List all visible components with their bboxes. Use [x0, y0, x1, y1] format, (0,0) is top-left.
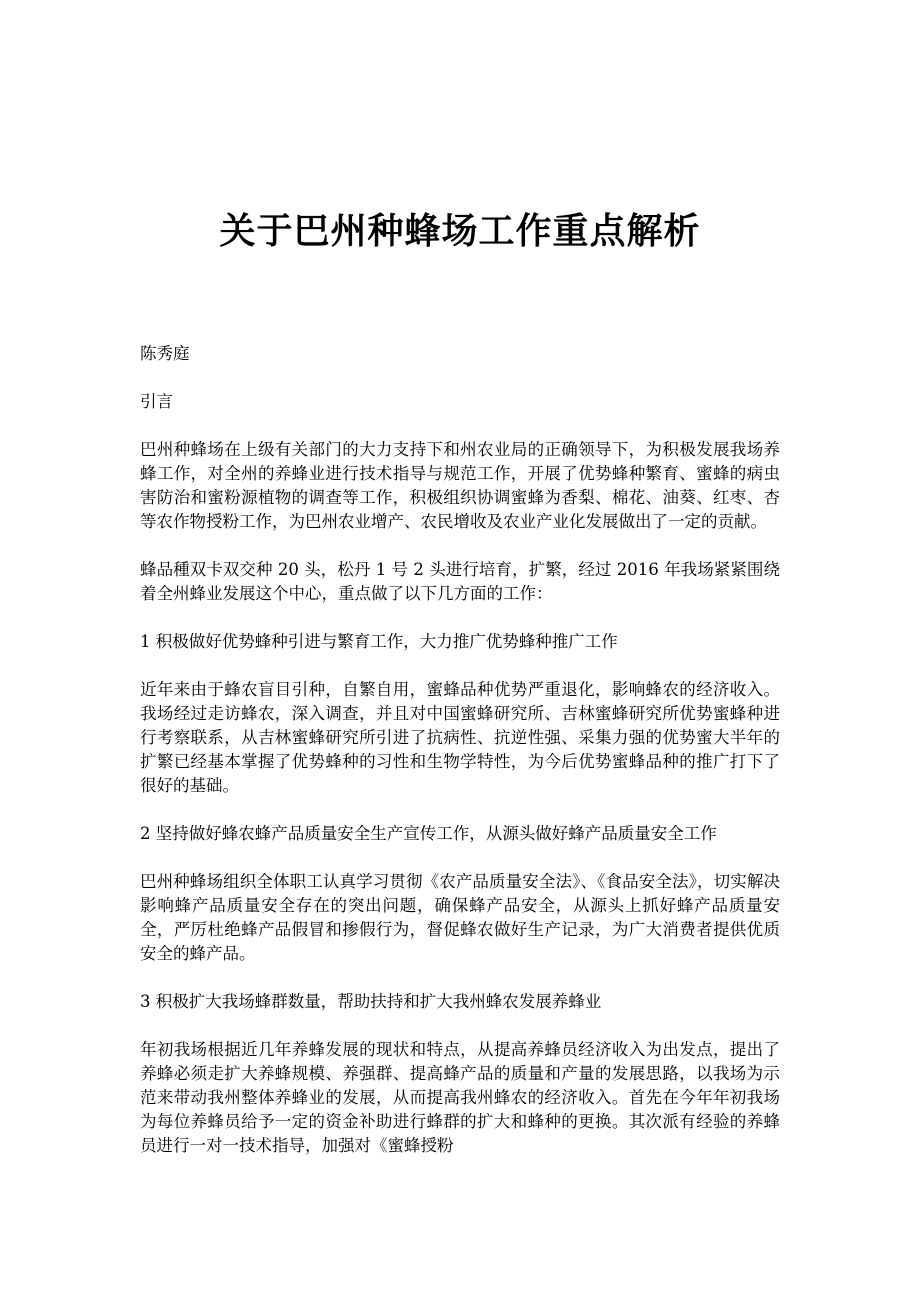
body-paragraph: 蜂品種双卡双交种 20 头，松丹 1 号 2 头进行培育，扩繁，经过 2016 年我场紧紧围绕着全州蜂业发展这个中心，重点做了以下几方面的工作：	[140, 560, 780, 603]
section-heading-2: 2 坚持做好蜂农蜂产品质量安全生产宣传工作，从源头做好蜂产品质量安全工作	[140, 824, 717, 843]
body-paragraph: 近年来由于蜂农盲目引种，自繁自用，蜜蜂品种优势严重退化，影响蜂农的经济收入。我场经过走访蜂农，深入调查，并且对中国蜜蜂研究所、吉林蜜蜂研究所优势蜜蜂种进行考察联系，从吉林蜜蜂研究所引进了抗病性、抗逆性强、采集力强的优势蜜大半年的扩繁已经基本掌握了优势蜂种的习性和生物学特性，为今后优势蜜蜂品种的推广打下了很好的基础。	[140, 680, 780, 795]
document-title: 关于巴州种蜂场工作重点解析	[219, 211, 701, 253]
author-name: 陈秀庭	[140, 344, 190, 363]
section-heading-3: 3 积极扩大我场蜂群数量，帮助扶持和扩大我州蜂农发展养蜂业	[140, 992, 602, 1011]
section-heading-introduction: 引言	[140, 392, 173, 411]
section-heading-1: 1 积极做好优势蜂种引进与繁育工作，大力推广优势蜂种推广工作	[140, 632, 618, 651]
body-paragraph: 巴州种蜂场在上级有关部门的大力支持下和州农业局的正确领导下，为积极发展我场养蜂工作，对全州的养蜂业进行技术指导与规范工作，开展了优势蜂种繁育、蜜蜂的病虫害防治和蜜粉源植物的调查等工作，积极组织协调蜜蜂为香梨、棉花、油葵、红枣、杏等农作物授粉工作，为巴州农业增产、农民增收及农业产业化发展做出了一定的贡献。	[140, 440, 780, 531]
body-paragraph: 年初我场根据近几年养蜂发展的现状和特点，从提高养蜂员经济收入为出发点，提出了养蜂必须走扩大养蜂规模、养强群、提高蜂产品的质量和产量的发展思路，以我场为示范来带动我州整体养蜂业的发展，从而提高我州蜂农的经济收入。首先在今年年初我场为每位养蜂员给予一定的资金补助进行蜂群的扩大和蜂种的更换。其次派有经验的养蜂员进行一对一技术指导，加强对《蜜蜂授粉	[140, 1040, 780, 1155]
document-body	[140, 342, 780, 1182]
body-paragraph: 巴州种蜂场组织全体职工认真学习贯彻《农产品质量安全法》、《食品安全法》，切实解决影响蜂产品质量安全存在的突出问题，确保蜂产品安全，从源头上抓好蜂产品质量安全，严厉杜绝蜂产品假冒和掺假行为，督促蜂农做好生产记录，为广大消费者提供优质安全的蜂产品。	[140, 872, 780, 963]
